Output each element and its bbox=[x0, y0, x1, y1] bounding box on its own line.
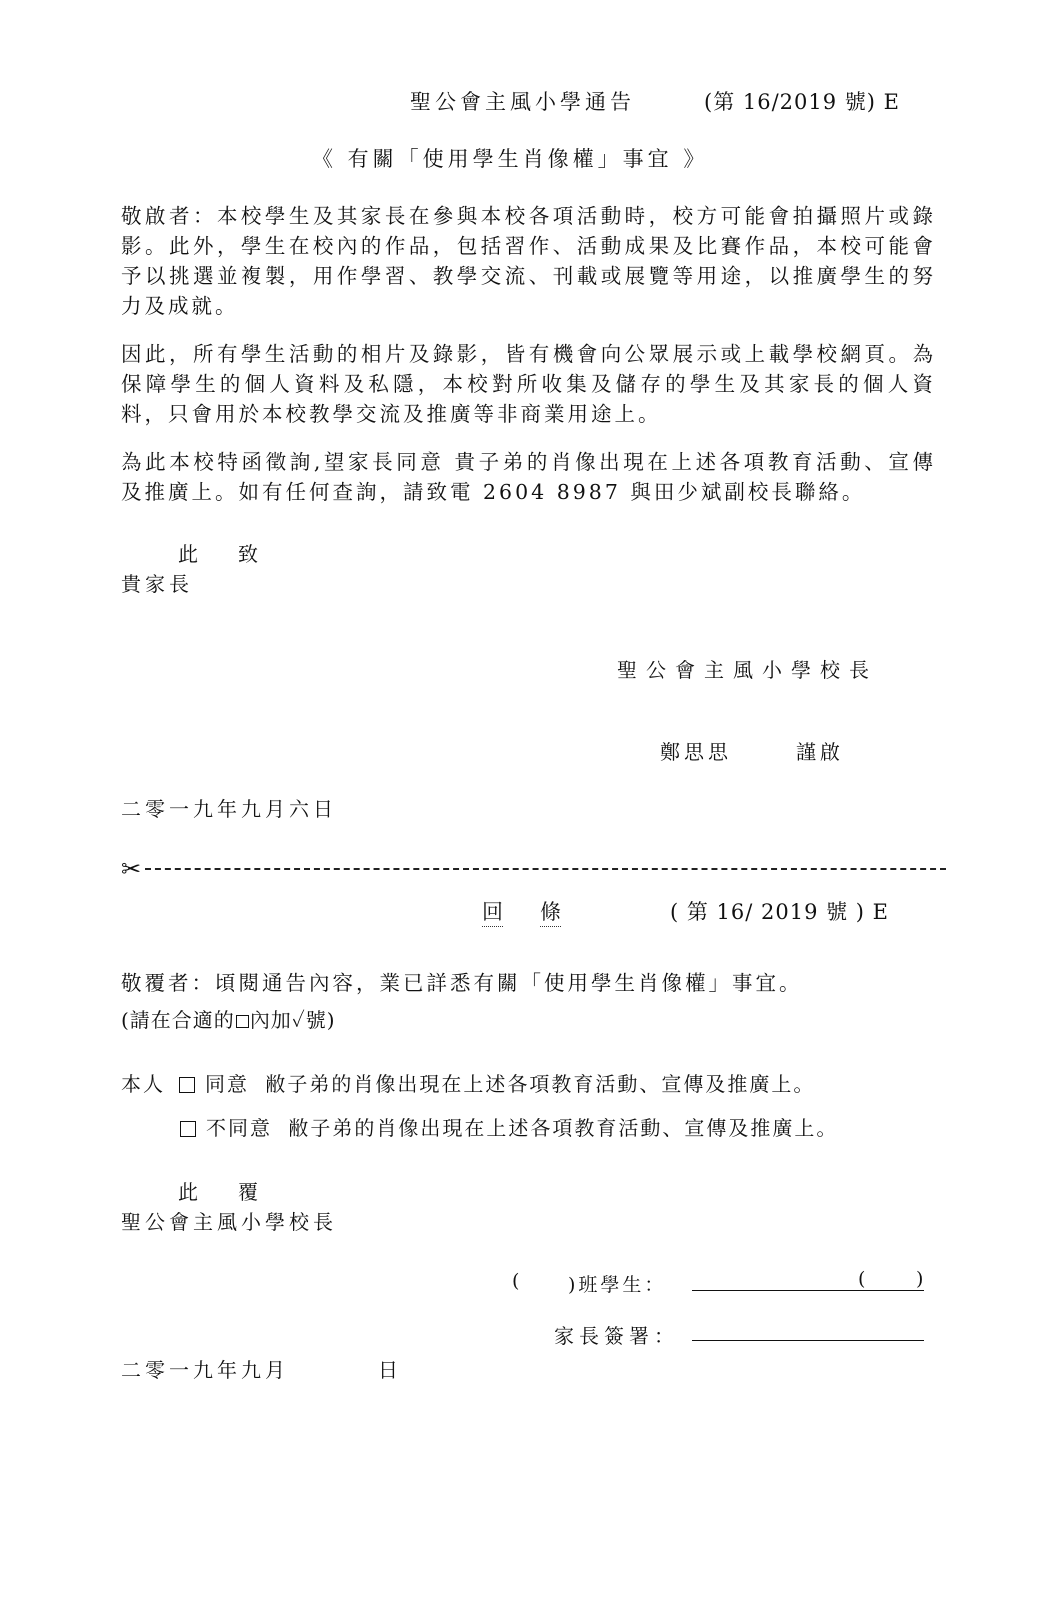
disagree-text: 敝子弟的肖像出現在上述各項教育活動、宣傳及推廣上。 bbox=[288, 1116, 839, 1140]
closing-signer: 鄭思思 bbox=[660, 740, 732, 764]
reply-number: ( 第 16/ 2019 號 ) E bbox=[670, 900, 890, 924]
instruction-pre: (請在合適的 bbox=[121, 1008, 235, 1032]
student-no-close: ) bbox=[916, 1268, 924, 1290]
paragraph-1: 敬啟者：本校學生及其家長在參與本校各項活動時，校方可能會拍攝照片或錄影。此外，學生在校內的作品，包括習作、活動成果及比賽作品，本校可能會予以挑選並複製，用作學習、教學交流、刊載或展覽等用途，以推廣學生的努力及成就。 bbox=[121, 204, 936, 318]
notice-title: 聖公會主風小學通告 bbox=[410, 90, 635, 114]
reply-fu: 覆 bbox=[238, 1180, 258, 1204]
self-label: 本人 bbox=[121, 1072, 165, 1096]
student-no-open: ( bbox=[858, 1268, 866, 1290]
dashed-divider bbox=[145, 868, 946, 870]
class-open: ( bbox=[512, 1270, 520, 1292]
student-name-field[interactable] bbox=[692, 1270, 924, 1291]
reply-date-prefix: 二零一九年九月 bbox=[121, 1358, 289, 1382]
agree-text: 敝子弟的肖像出現在上述各項教育活動、宣傳及推廣上。 bbox=[265, 1072, 816, 1096]
paragraph-3: 為此本校特函徵詢,望家長同意 貴子弟的肖像出現在上述各項教育活動、宣傳及推廣上。如有任何查詢，請致電 2604 8987 與田少斌副校長聯絡。 bbox=[121, 450, 936, 504]
notice-number: (第 16/2019 號) E bbox=[704, 90, 900, 114]
parent-sign-label: 家長簽署： bbox=[554, 1324, 679, 1348]
disagree-row bbox=[174, 1112, 838, 1141]
closing-zhi: 致 bbox=[238, 542, 258, 566]
reply-ci: 此 bbox=[178, 1180, 198, 1204]
paragraph-2: 因此，所有學生活動的相片及錄影，皆有機會向公眾展示或上載學校網頁。為保障學生的個人資料及私隱，本校對所收集及儲存的學生及其家長的個人資料，只會用於本校教學交流及推廣等非商業用途上。 bbox=[121, 342, 936, 426]
disagree-checkbox[interactable] bbox=[180, 1121, 196, 1137]
class-label: )班學生： bbox=[568, 1274, 667, 1296]
reply-title-2: 條 bbox=[540, 896, 561, 927]
reply-intro: 敬覆者：頃閱通告內容，業已詳悉有關「使用學生肖像權」事宜。 bbox=[121, 971, 803, 995]
closing-recipient: 貴家長 bbox=[121, 572, 193, 596]
closing-sender: 聖公會主風小學校長 bbox=[617, 658, 878, 682]
parent-signature-field[interactable] bbox=[692, 1320, 924, 1341]
closing-jinqi: 謹啟 bbox=[796, 740, 844, 764]
notice-subject: 《 有關「使用學生肖像權」事宜 》 bbox=[312, 147, 709, 171]
agree-checkbox[interactable] bbox=[179, 1077, 195, 1093]
reply-title-1: 回 bbox=[482, 896, 503, 927]
agree-label: 同意 bbox=[205, 1072, 249, 1096]
check-mark-icon: ✓ bbox=[291, 1008, 306, 1032]
reply-recipient: 聖公會主風小學校長 bbox=[121, 1210, 337, 1234]
cut-line bbox=[121, 856, 946, 882]
instruction-mid: 內加 bbox=[249, 1008, 292, 1032]
closing-date: 二零一九年九月六日 bbox=[121, 797, 337, 821]
disagree-label: 不同意 bbox=[206, 1116, 272, 1140]
agree-row bbox=[121, 1068, 815, 1097]
closing-ci: 此 bbox=[178, 542, 198, 566]
reply-date-suffix: 日 bbox=[378, 1358, 398, 1382]
reply-instruction bbox=[121, 1004, 336, 1033]
scissors-icon: ✂ bbox=[121, 855, 142, 883]
instruction-post: 號) bbox=[305, 1008, 336, 1032]
checkbox-symbol-icon bbox=[236, 1015, 249, 1028]
